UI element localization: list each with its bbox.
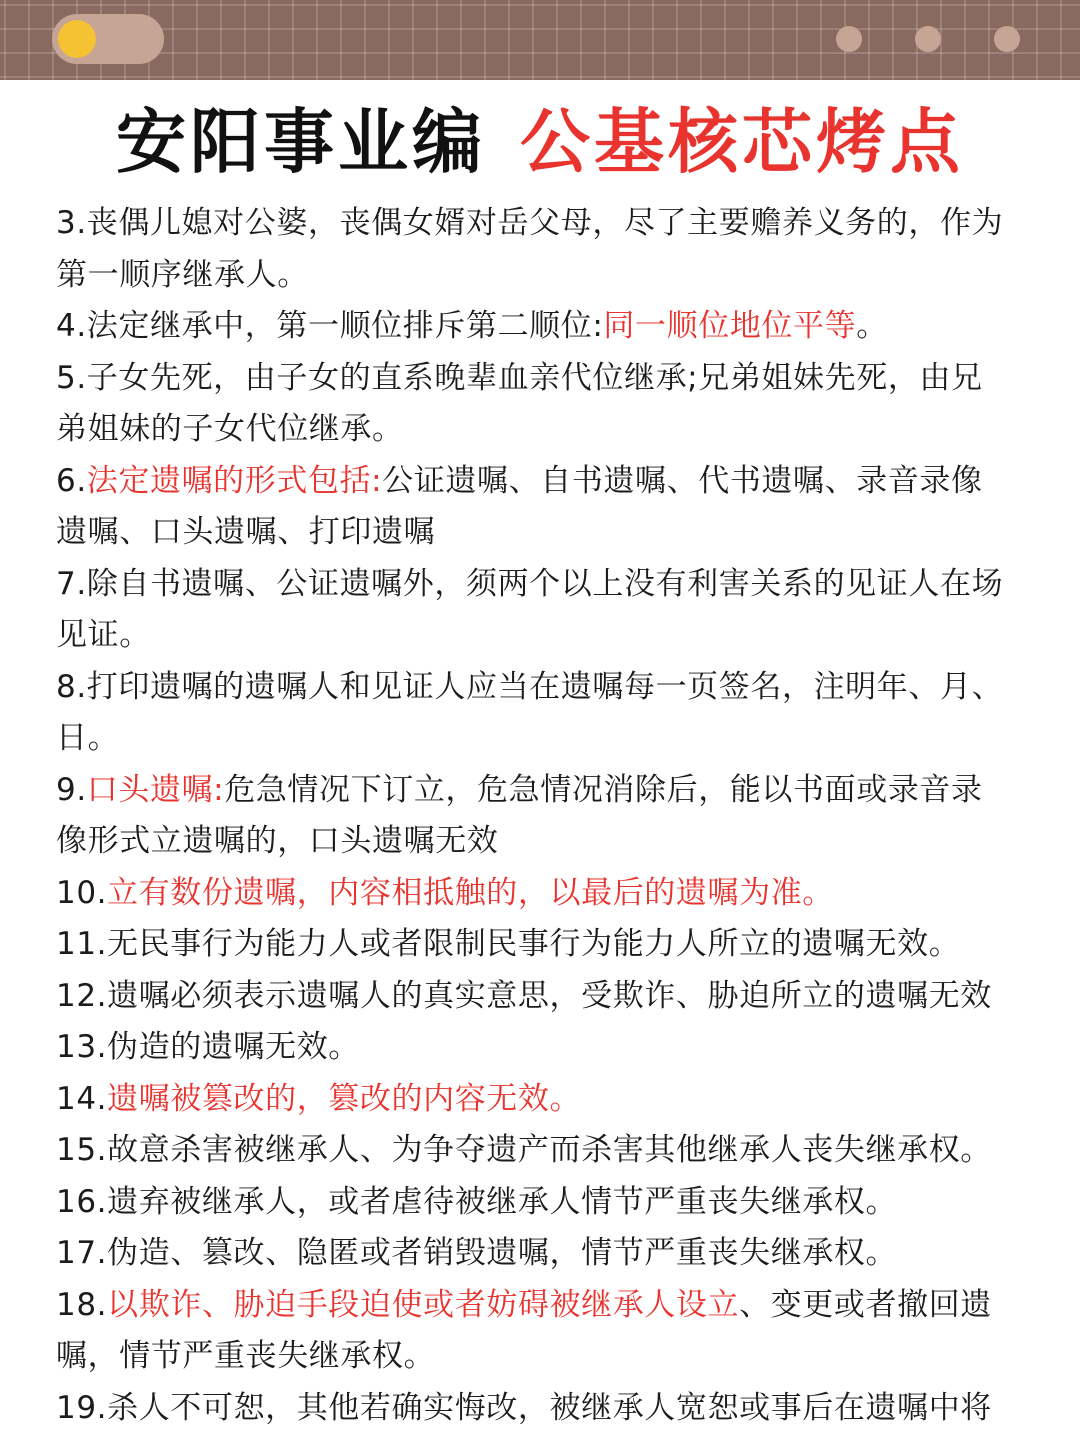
body-text: 15.故意杀害被继承人、为争夺遗产而杀害其他继承人丧失继承权。 — [56, 1132, 992, 1168]
highlight-text: 以欺诈、胁迫手段迫使或者妨碍被继承人设立 — [107, 1286, 740, 1323]
body-text: 19.杀人不可恕，其他若确实悔改，被继承人宽恕或事后在遗嘱中将 — [56, 1389, 992, 1426]
body-text: 日。 — [56, 720, 120, 756]
text-line — [56, 765, 1040, 817]
page-title — [0, 92, 1080, 192]
decor-dot-icon — [836, 26, 862, 52]
text-line — [56, 1331, 1040, 1383]
body-text: 危急情况下订立，危急情况消除后，能以书面或录音录 — [224, 771, 983, 808]
text-line — [56, 1022, 1040, 1074]
text-line — [56, 662, 1040, 714]
title-part-red: 公基核芯烤点 — [520, 101, 964, 183]
toggle-pill-decoration — [52, 14, 164, 64]
text-line — [56, 1177, 1040, 1229]
highlight-text: 法定遗嘱的形式包括: — [86, 462, 383, 499]
knowledge-list — [56, 198, 1040, 1434]
text-line — [56, 301, 1040, 353]
text-line — [56, 610, 1040, 662]
body-text: 10. — [56, 874, 108, 911]
body-text: 遗嘱、口头遗嘱、打印遗嘱 — [56, 514, 436, 550]
highlight-text: 口头遗嘱: — [86, 771, 225, 808]
decor-dot-icon — [994, 26, 1020, 52]
body-text: 13.伪造的遗嘱无效。 — [56, 1029, 360, 1065]
text-line — [56, 816, 1040, 868]
body-text: 4.法定继承中，第一顺位排斥第二顺位: — [56, 308, 604, 344]
text-line — [56, 713, 1040, 765]
body-text: 8.打印遗嘱的遗嘱人和见证人应当在遗嘱每一页签名，注明年、月、 — [56, 668, 1004, 705]
body-text: 6. — [56, 462, 87, 499]
text-line — [56, 507, 1040, 559]
text-line — [56, 1228, 1040, 1280]
body-text: 7.除自书遗嘱、公证遗嘱外，须两个以上没有利害关系的见证人在场 — [56, 565, 1004, 602]
body-text: 17.伪造、篡改、隐匿或者销毁遗嘱，情节严重丧失继承权。 — [56, 1235, 898, 1271]
body-text: 嘱，情节严重丧失继承权。 — [56, 1338, 436, 1374]
header-banner — [0, 0, 1080, 80]
body-text: 、变更或者撤回遗 — [739, 1286, 992, 1323]
text-line — [56, 1074, 1040, 1126]
body-text: 见证。 — [56, 617, 151, 653]
text-line — [56, 198, 1040, 250]
body-text: 16.遗弃被继承人，或者虐待被继承人情节严重丧失继承权。 — [56, 1183, 898, 1220]
text-line — [56, 250, 1040, 302]
body-text: 14. — [56, 1080, 108, 1117]
text-line — [56, 1280, 1040, 1332]
text-line — [56, 353, 1040, 405]
yellow-dot-icon — [58, 20, 96, 58]
text-line — [56, 404, 1040, 456]
decor-dot-icon — [915, 26, 941, 52]
text-line — [56, 971, 1040, 1023]
text-line — [56, 868, 1040, 920]
text-line — [56, 1383, 1040, 1435]
highlight-text: 同一顺位地位平等 — [603, 308, 857, 344]
highlight-text: 立有数份遗嘱，内容相抵触的，以最后的遗嘱为准。 — [107, 874, 834, 911]
body-text: 12.遗嘱必须表示遗嘱人的真实意思，受欺诈、胁迫所立的遗嘱无效 — [56, 977, 992, 1014]
title-part-black: 安阳事业编 — [116, 101, 486, 183]
text-line — [56, 456, 1040, 508]
text-line — [56, 559, 1040, 611]
body-text: 18. — [56, 1286, 108, 1323]
body-text: 3.丧偶儿媳对公婆，丧偶女婿对岳父母，尽了主要赡养义务的，作为 — [56, 205, 1004, 241]
body-text: 第一顺序继承人。 — [56, 256, 309, 293]
body-text: 弟姐妹的子女代位继承。 — [56, 411, 404, 447]
body-text: 像形式立遗嘱的，口头遗嘱无效 — [56, 823, 499, 859]
highlight-text: 遗嘱被篡改的，篡改的内容无效。 — [107, 1080, 582, 1117]
body-text: 11.无民事行为能力人或者限制民事行为能力人所立的遗嘱无效。 — [56, 926, 961, 962]
body-text: 公证遗嘱、自书遗嘱、代书遗嘱、录音录像 — [382, 462, 983, 499]
body-text: 。 — [856, 308, 888, 344]
body-text: 5.子女先死，由子女的直系晚辈血亲代位继承;兄弟姐妹先死，由兄 — [56, 359, 983, 396]
body-text: 9. — [56, 771, 87, 808]
text-line — [56, 919, 1040, 971]
text-line — [56, 1125, 1040, 1177]
